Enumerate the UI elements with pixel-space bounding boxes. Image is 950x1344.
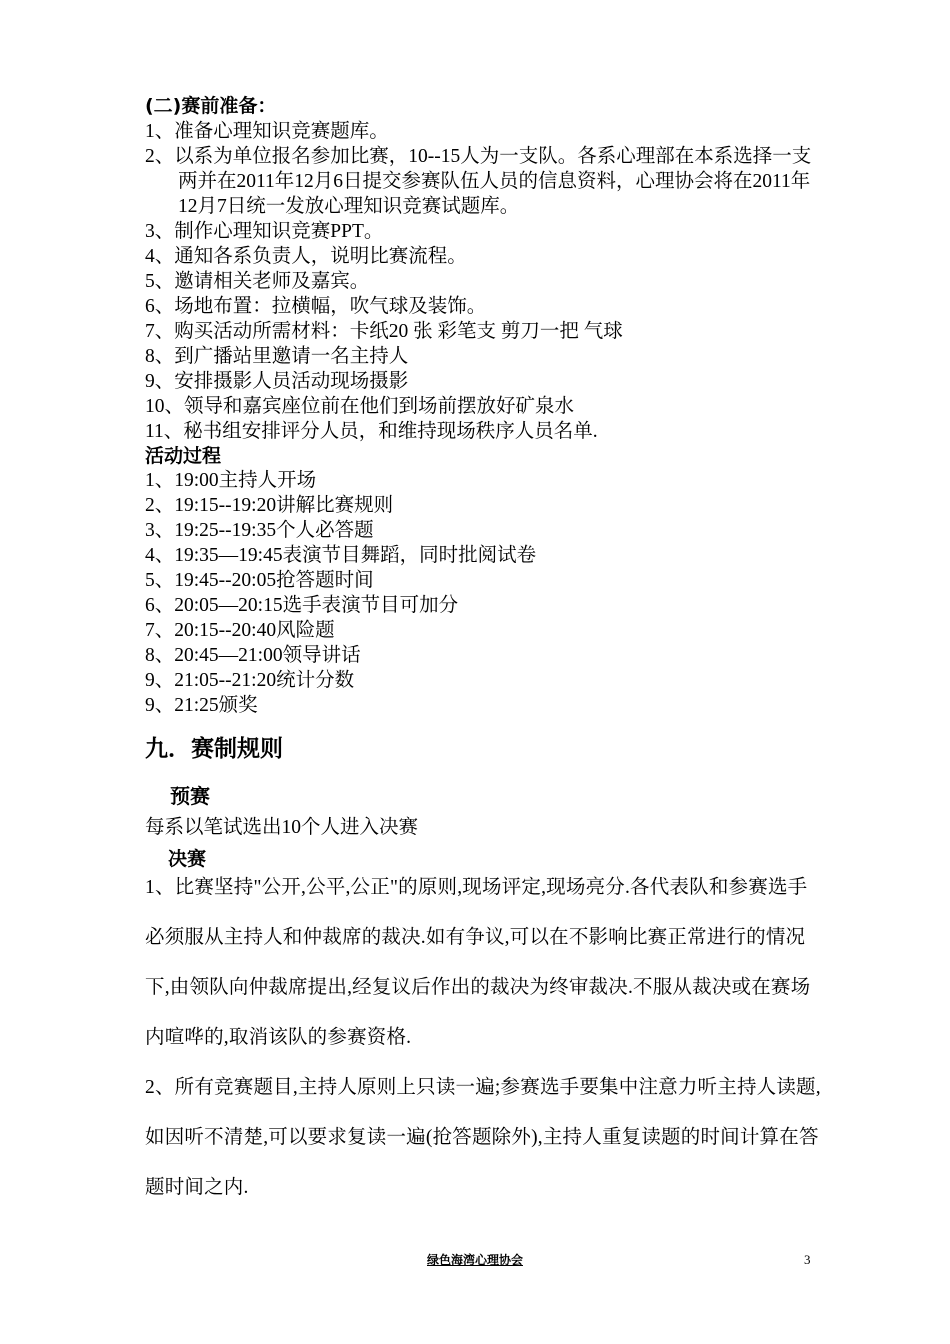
rule-paragraph: 2、所有竞赛题目,主持人原则上只读一遍;参赛选手要集中注意力听主持人读题,如因听不清楚,可以要求复读一遍(抢答题除外),主持人重复读题的时间计算在答题时间之内. [145,1077,821,1198]
list-item: 8、20:45—21:00领导讲话 [145,645,361,666]
list-item: 1、准备心理知识竞赛题库。 [145,121,389,142]
list-item: 2、19:15--19:20讲解比赛规则 [145,495,394,516]
list-item: 8、到广播站里邀请一名主持人 [145,346,409,367]
list-item: 2、以系为单位报名参加比赛，10--15人为一支队。各系心理部在本系选择一支两并在2011年12月6日提交参赛队伍人员的信息资料，心理协会将在2011年12月7日统一发放心理知识竞赛试题库。 [145,146,812,217]
rules-heading: 九．赛制规则 [145,736,283,762]
rule-paragraph: 1、比赛坚持"公开,公平,公正"的原则,现场评定,现场亮分.各代表队和参赛选手必须服从主持人和仲裁席的裁决.如有争议,可以在不影响比赛正常进行的情况下,由领队向仲裁席提出,经复议后作出的裁决为终审裁决.不服从裁决或在赛场内喧哗的,取消该队的参赛资格. [145,877,811,1048]
rules-body [145,863,825,1213]
list-item: 10、领导和嘉宾座位前在他们到场前摆放好矿泉水 [145,396,575,417]
footer-org: 绿色海湾心理协会 [426,1253,523,1267]
prep-title: (二)赛前准备： [145,95,277,117]
list-item: 9、安排摄影人员活动现场摄影 [145,371,409,392]
list-item: 11、秘书组安排评分人员，和维持现场秩序人员名单. [145,421,598,442]
list-item: 6、20:05—20:15选手表演节目可加分 [145,595,459,616]
list-item: 3、制作心理知识竞赛PPT。 [145,221,384,242]
list-item: 4、19:35—19:45表演节目舞蹈，同时批阅试卷 [145,545,537,566]
process-title: 活动过程 [145,445,222,467]
list-item: 4、通知各系负责人，说明比赛流程。 [145,246,467,267]
list-item: 5、邀请相关老师及嘉宾。 [145,271,370,292]
list-item: 3、19:25--19:35个人必答题 [145,520,374,541]
final-heading: 决赛 [168,848,207,870]
list-item: 7、20:15--20:40风险题 [145,620,335,641]
list-item: 6、场地布置：拉横幅，吹气球及装饰。 [145,296,487,317]
prelim-heading: 预赛 [170,784,210,808]
process-list [145,468,825,718]
list-item: 9、21:25颁奖 [145,695,258,716]
prelim-text: 每系以笔试选出10个人进入决赛 [145,817,419,838]
list-item: 5、19:45--20:05抢答题时间 [145,570,374,591]
page-number: 3 [804,1252,811,1267]
list-item: 7、购买活动所需材料：卡纸20 张 彩笔支 剪刀一把 气球 [145,321,623,342]
list-item: 9、21:05--21:20统计分数 [145,670,355,691]
prep-list [145,119,825,444]
list-item: 1、19:00主持人开场 [145,470,317,491]
